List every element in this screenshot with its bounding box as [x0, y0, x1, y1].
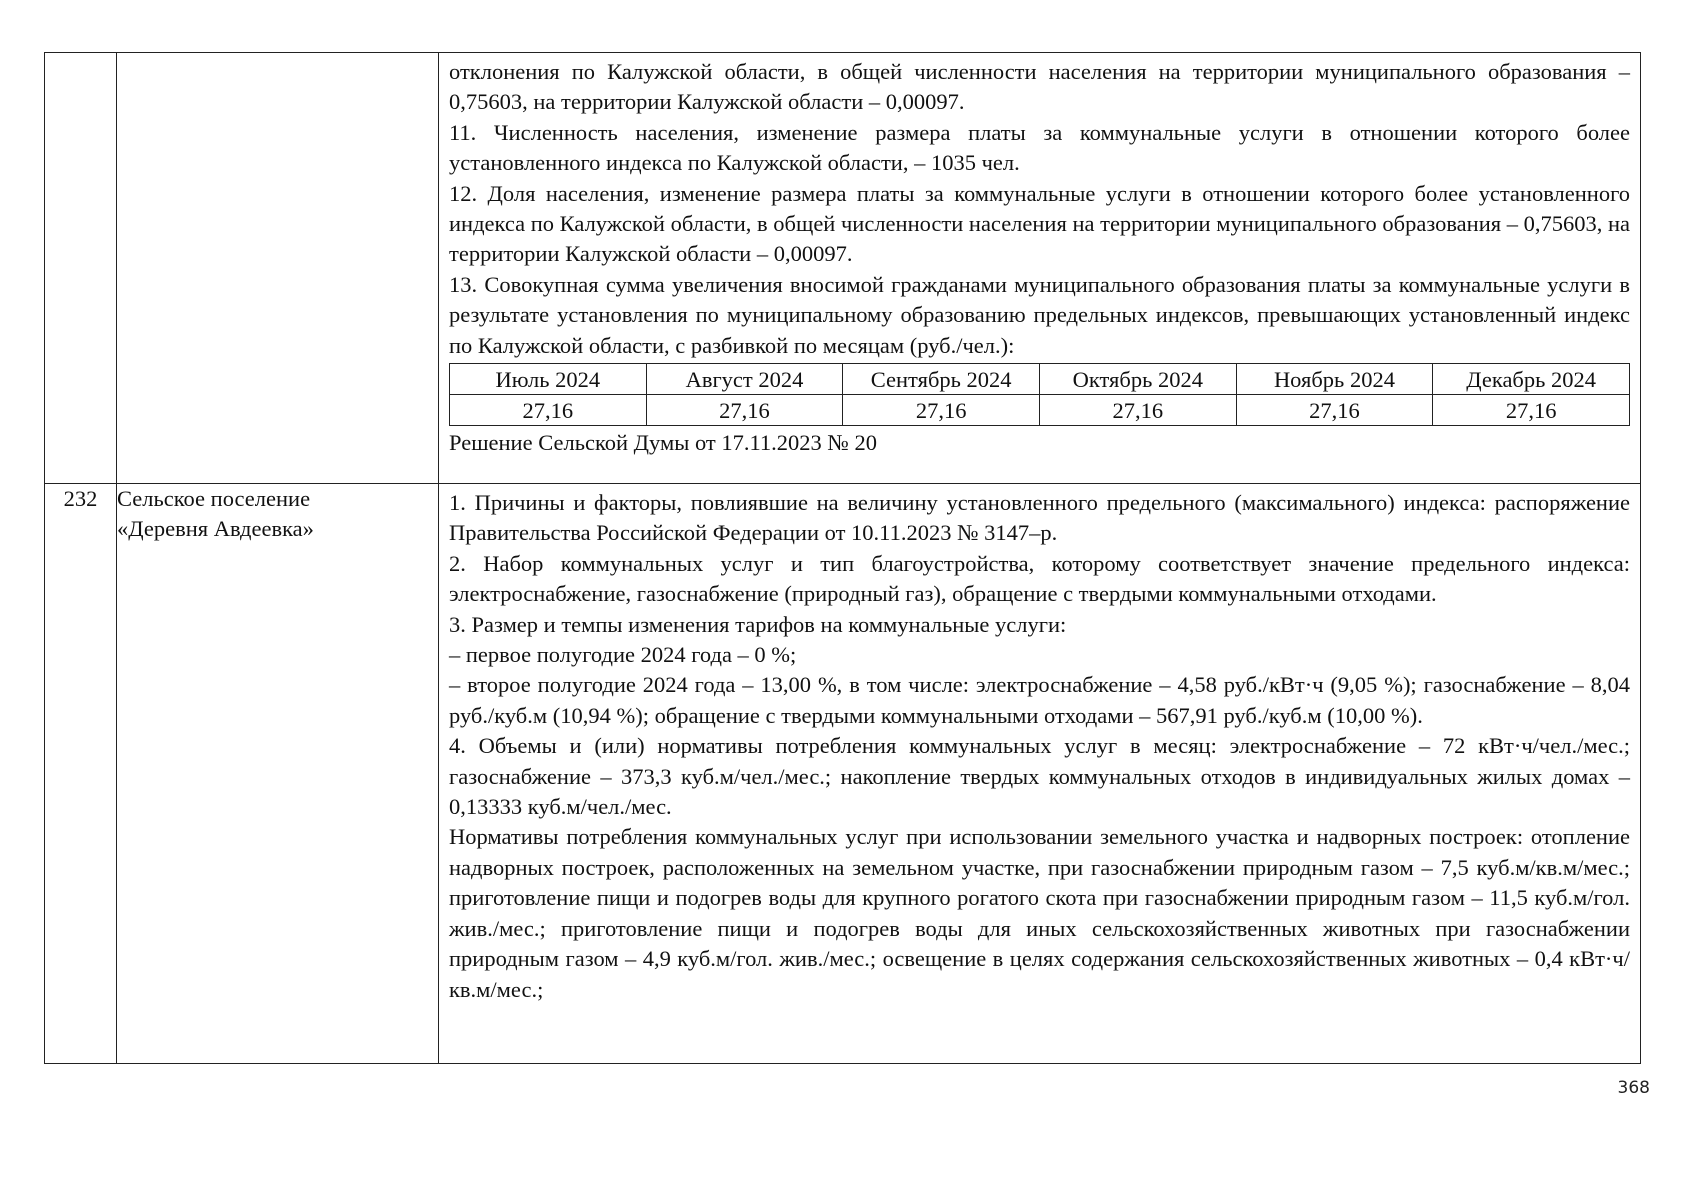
month-header: Октябрь 2024 [1039, 364, 1236, 395]
description-cell [439, 484, 1641, 1064]
paragraph: Нормативы потребления коммунальных услуг при использовании земельного участка и надворных построек: отопление надворных построек, расположенных на земельном участке, при газоснабжении природным газом – 7,5 куб.м/кв.м/мес.; приготовление пищи и подогрев воды для крупного рогатого скота при газоснабжении природным газом – 11,5 куб.м/гол. жив./мес.; приготовление пищи и подогрев воды для иных сельскохозяйственных животных при газоснабжении природным газом – 4,9 куб.м/гол. жив./мес.; освещение в целях содержания сельскохозяйственных животных – 0,4 кВт·ч/кв.м/мес.; [449, 824, 1630, 1002]
paragraph: – второе полугодие 2024 года – 13,00 %, в том числе: электроснабжение – 4,58 руб./кВт·ч (9,05 %); газоснабжение – 8,04 руб./куб.м (10,94 %); обращение с твердыми коммунальными отходами – 567,91 руб./куб.м (10,00 %). [449, 672, 1630, 728]
table-row [45, 53, 1641, 484]
municipality-name-cell [117, 484, 439, 1064]
paragraph: 12. Доля населения, изменение размера платы за коммунальные услуги в отношении которого более установленного индекса по Калужской области, в общей численности населения на территории муниципального образования – 0,75603, на территории Калужской области – 0,00097. [449, 180, 1630, 267]
municipality-type: Сельское поселение [117, 486, 311, 511]
month-value: 27,16 [843, 395, 1040, 426]
document-table [44, 52, 1641, 1064]
table-row [45, 484, 1641, 1064]
month-header: Ноябрь 2024 [1236, 364, 1433, 395]
decision-reference: Решение Сельской Думы от 17.11.2023 № 20 [449, 430, 877, 456]
row-number-cell [45, 53, 117, 484]
paragraph: 11. Численность населения, изменение размера платы за коммунальные услуги в отношении которого более установленного индекса по Калужской области, – 1035 чел. [449, 119, 1630, 176]
paragraph: 13. Совокупная сумма увеличения вносимой гражданами муниципального образования платы за коммунальные услуги в результате установления по муниципальному образованию предельных индексов, превышающих установленный индекс по Калужской области, с разбивкой по месяцам (руб./чел.): [449, 271, 1630, 358]
month-header: Декабрь 2024 [1433, 364, 1630, 395]
paragraph: 4. Объемы и (или) нормативы потребления коммунальных услуг в месяц: электроснабжение – 72 кВт·ч/чел./мес.; газоснабжение – 373,3 куб.м/чел./мес.; накопление твердых коммунальных отходов в индивидуальных жилых домах – 0,13333 куб.м/чел./мес. [449, 733, 1630, 820]
municipality-name-cell [117, 53, 439, 484]
month-header: Август 2024 [646, 364, 843, 395]
month-value: 27,16 [1236, 395, 1433, 426]
month-value: 27,16 [646, 395, 843, 426]
months-header-row [450, 364, 1630, 395]
month-header: Июль 2024 [450, 364, 647, 395]
month-value: 27,16 [450, 395, 647, 426]
paragraph: 2. Набор коммунальных услуг и тип благоустройства, которому соответствует значение предельного индекса: электроснабжение, газоснабжение (природный газ), обращение с твердыми коммунальными отходами. [449, 550, 1630, 607]
month-header: Сентябрь 2024 [843, 364, 1040, 395]
paragraph: 3. Размер и темпы изменения тарифов на коммунальные услуги: [449, 611, 1067, 637]
monthly-amount-table [449, 363, 1630, 426]
paragraph: отклонения по Калужской области, в общей численности населения на территории муниципального образования – 0,75603, на территории Калужской области – 0,00097. [449, 59, 1630, 115]
row-number: 232 [63, 486, 98, 511]
month-value: 27,16 [1039, 395, 1236, 426]
paragraph: 1. Причины и факторы, повлиявшие на величину установленного предельного (максимального) индекса: распоряжение Правительства Российской Федерации от 10.11.2023 № 3147–р. [449, 490, 1630, 546]
page-number: 368 [1617, 1078, 1650, 1098]
month-value: 27,16 [1433, 395, 1630, 426]
municipality-name: «Деревня Авдеевка» [117, 516, 314, 541]
row-number-cell [45, 484, 117, 1064]
paragraph: – первое полугодие 2024 года – 0 %; [449, 642, 797, 668]
description-cell [439, 53, 1641, 484]
months-value-row [450, 395, 1630, 426]
